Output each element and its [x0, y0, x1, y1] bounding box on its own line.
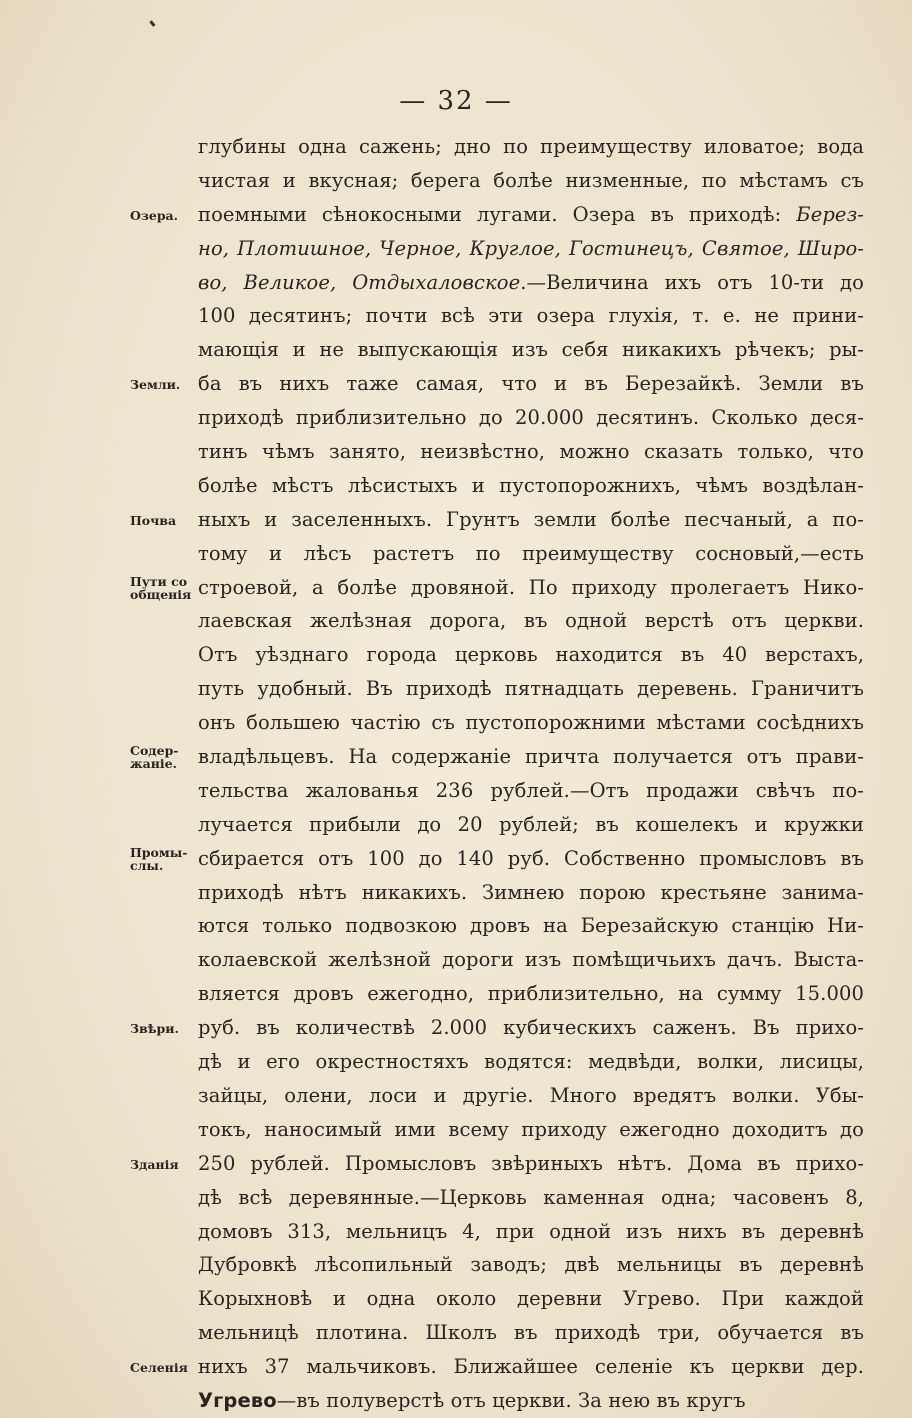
text-line	[198, 977, 864, 1011]
text-span: мельницѣ плотина. Школъ въ приходѣ три, обучается въ	[198, 1321, 864, 1345]
text-line	[198, 435, 864, 469]
text-line	[198, 604, 864, 638]
text-span: но, Плотишное, Черное, Круглое, Гостинецъ, Святое, Широ-	[198, 236, 864, 260]
margin-note: Зданія	[130, 1157, 179, 1172]
text-line	[198, 571, 864, 605]
text-span: вляется дровъ ежегодно, приблизительно, на сумму 15.000	[198, 982, 864, 1006]
text-span: .—Величина ихъ отъ 10-ти до	[520, 270, 864, 294]
text-span: приходѣ приблизительно до 20.000 десятинъ. Сколько деся-	[198, 406, 864, 430]
text-line	[198, 333, 864, 367]
text-line	[198, 266, 864, 300]
text-line	[198, 876, 864, 910]
margin-note: Земли.	[130, 377, 181, 393]
text-line	[198, 842, 864, 876]
text-span: ются только подвозкою дровъ на Березайскую станцію Ни-	[198, 914, 864, 938]
text-span: Дубровкѣ лѣсопильный заводъ; двѣ мельницы въ деревнѣ	[198, 1253, 864, 1277]
margin-note: Звѣри.	[130, 1021, 179, 1037]
page-number: — 32 —	[399, 86, 513, 116]
text-line	[198, 638, 864, 672]
margin-note: Пути со общенія	[130, 573, 192, 602]
text-line	[198, 1350, 864, 1384]
text-line	[198, 808, 864, 842]
text-line	[198, 706, 864, 740]
margin-note: Озера.	[130, 207, 179, 223]
text-span: ба въ нихъ таже самая, что и въ Березайкѣ. Земли въ	[198, 372, 864, 396]
text-line	[198, 1045, 864, 1079]
text-span: приходѣ нѣтъ никакихъ. Зимнею порою крестьяне занима-	[198, 880, 864, 904]
page-corner-mark	[149, 15, 161, 27]
text-span: лаевская желѣзная дорога, въ одной верстѣ отъ церкви.	[198, 609, 864, 633]
text-line	[198, 164, 864, 198]
text-span: болѣе мѣстъ лѣсистыхъ и пустопорожнихъ, чѣмъ воздѣлан-	[198, 473, 864, 497]
text-span: Корыхновѣ и одна около деревни Угрево. При каждой	[198, 1287, 864, 1311]
text-span: Берез-	[796, 202, 864, 226]
text-line	[198, 367, 864, 401]
text-span: Отъ уѣзднаго города церковь находится въ 40 верстахъ,	[198, 643, 864, 667]
text-span: —въ полуверстѣ отъ церкви. За нею въ кругъ	[276, 1388, 746, 1412]
text-line	[198, 740, 864, 774]
text-span: поемными сѣнокосными лугами. Озера въ приходѣ:	[198, 202, 797, 226]
text-span: тому и лѣсъ растетъ по преимуществу сосновый,—есть	[198, 541, 864, 565]
text-span: сбирается отъ 100 до 140 руб. Собственно промысловъ въ	[198, 846, 864, 870]
text-span: токъ, наносимый ими всему приходу ежегодно доходитъ до	[198, 1117, 864, 1141]
text-line	[198, 1181, 864, 1215]
text-span: мающія и не выпускающія изъ себя никакихъ рѣчекъ; ры-	[198, 338, 864, 362]
margin-note: Почва	[130, 512, 177, 528]
text-line	[198, 1384, 864, 1418]
text-span: руб. въ количествѣ 2.000 кубическихъ саженъ. Въ прихо-	[198, 1016, 864, 1040]
text-line	[198, 130, 864, 164]
text-span: нихъ 37 мальчиковъ. Ближайшее селеніе къ церкви дер.	[198, 1355, 864, 1379]
text-line	[198, 503, 864, 537]
margin-note: Селенія	[130, 1360, 188, 1376]
text-line	[198, 1248, 864, 1282]
text-span: тинъ чѣмъ занято, неизвѣстно, можно сказать только, что	[198, 440, 864, 464]
text-span: тельства жалованья 236 рублей.—Отъ продажи свѣчъ по-	[198, 778, 864, 802]
text-line	[198, 469, 864, 503]
text-span: чистая и вкусная; берега болѣе низменные, по мѣстамъ съ	[198, 168, 864, 192]
margin-note: Промы- слы.	[130, 844, 188, 873]
text-line	[198, 537, 864, 571]
text-span: дѣ и его окрестностяхъ водятся: медвѣди, волки, лисицы,	[198, 1050, 864, 1074]
text-span: 100 десятинъ; почти всѣ эти озера глухія, т. е. не прини-	[198, 304, 864, 328]
text-span: владѣльцевъ. На содержаніе причта получается отъ прави-	[198, 745, 864, 769]
text-span: лучается прибыли до 20 рублей; въ кошелекъ и кружки	[198, 812, 864, 836]
text-span: домовъ 313, мельницъ 4, при одной изъ нихъ въ деревнѣ	[198, 1219, 864, 1243]
text-line	[198, 232, 864, 266]
text-span: глубины одна сажень; дно по преимуществу иловатое; вода	[198, 135, 864, 158]
text-span: 250 рублей. Промысловъ звѣриныхъ нѣтъ. Дома въ прихо-	[198, 1151, 864, 1175]
text-line	[198, 1147, 864, 1181]
text-line	[198, 1011, 864, 1045]
text-span: во, Великое, Отдыхаловское	[198, 270, 521, 294]
body-text	[198, 130, 864, 1418]
text-span: ныхъ и заселенныхъ. Грунтъ земли болѣе песчаный, а по-	[198, 507, 864, 531]
text-span: онъ большею частію съ пустопорожними мѣстами сосѣднихъ	[198, 711, 864, 735]
text-span: зайцы, олени, лоси и другіе. Много вредятъ волки. Убы-	[198, 1083, 864, 1107]
text-line	[198, 1215, 864, 1249]
text-span: строевой, а болѣе дровяной. По приходу пролегаетъ Нико-	[198, 575, 864, 599]
text-line	[198, 1079, 864, 1113]
text-line	[198, 299, 864, 333]
text-line	[198, 672, 864, 706]
text-span: Угрево	[198, 1388, 277, 1412]
text-line	[198, 1282, 864, 1316]
text-span: дѣ всѣ деревянные.—Церковь каменная одна; часовенъ 8,	[198, 1185, 864, 1209]
text-line	[198, 401, 864, 435]
margin-note: Содер- жаніе.	[130, 743, 179, 772]
text-line	[198, 943, 864, 977]
text-line	[198, 1316, 864, 1350]
text-span: колаевской желѣзной дороги изъ помѣщичьихъ дачъ. Выста-	[198, 948, 864, 972]
text-line	[198, 774, 864, 808]
text-line	[198, 198, 864, 232]
text-line	[198, 909, 864, 943]
text-line	[198, 1113, 864, 1147]
text-span: путь удобный. Въ приходѣ пятнадцать деревень. Граничитъ	[198, 677, 864, 701]
